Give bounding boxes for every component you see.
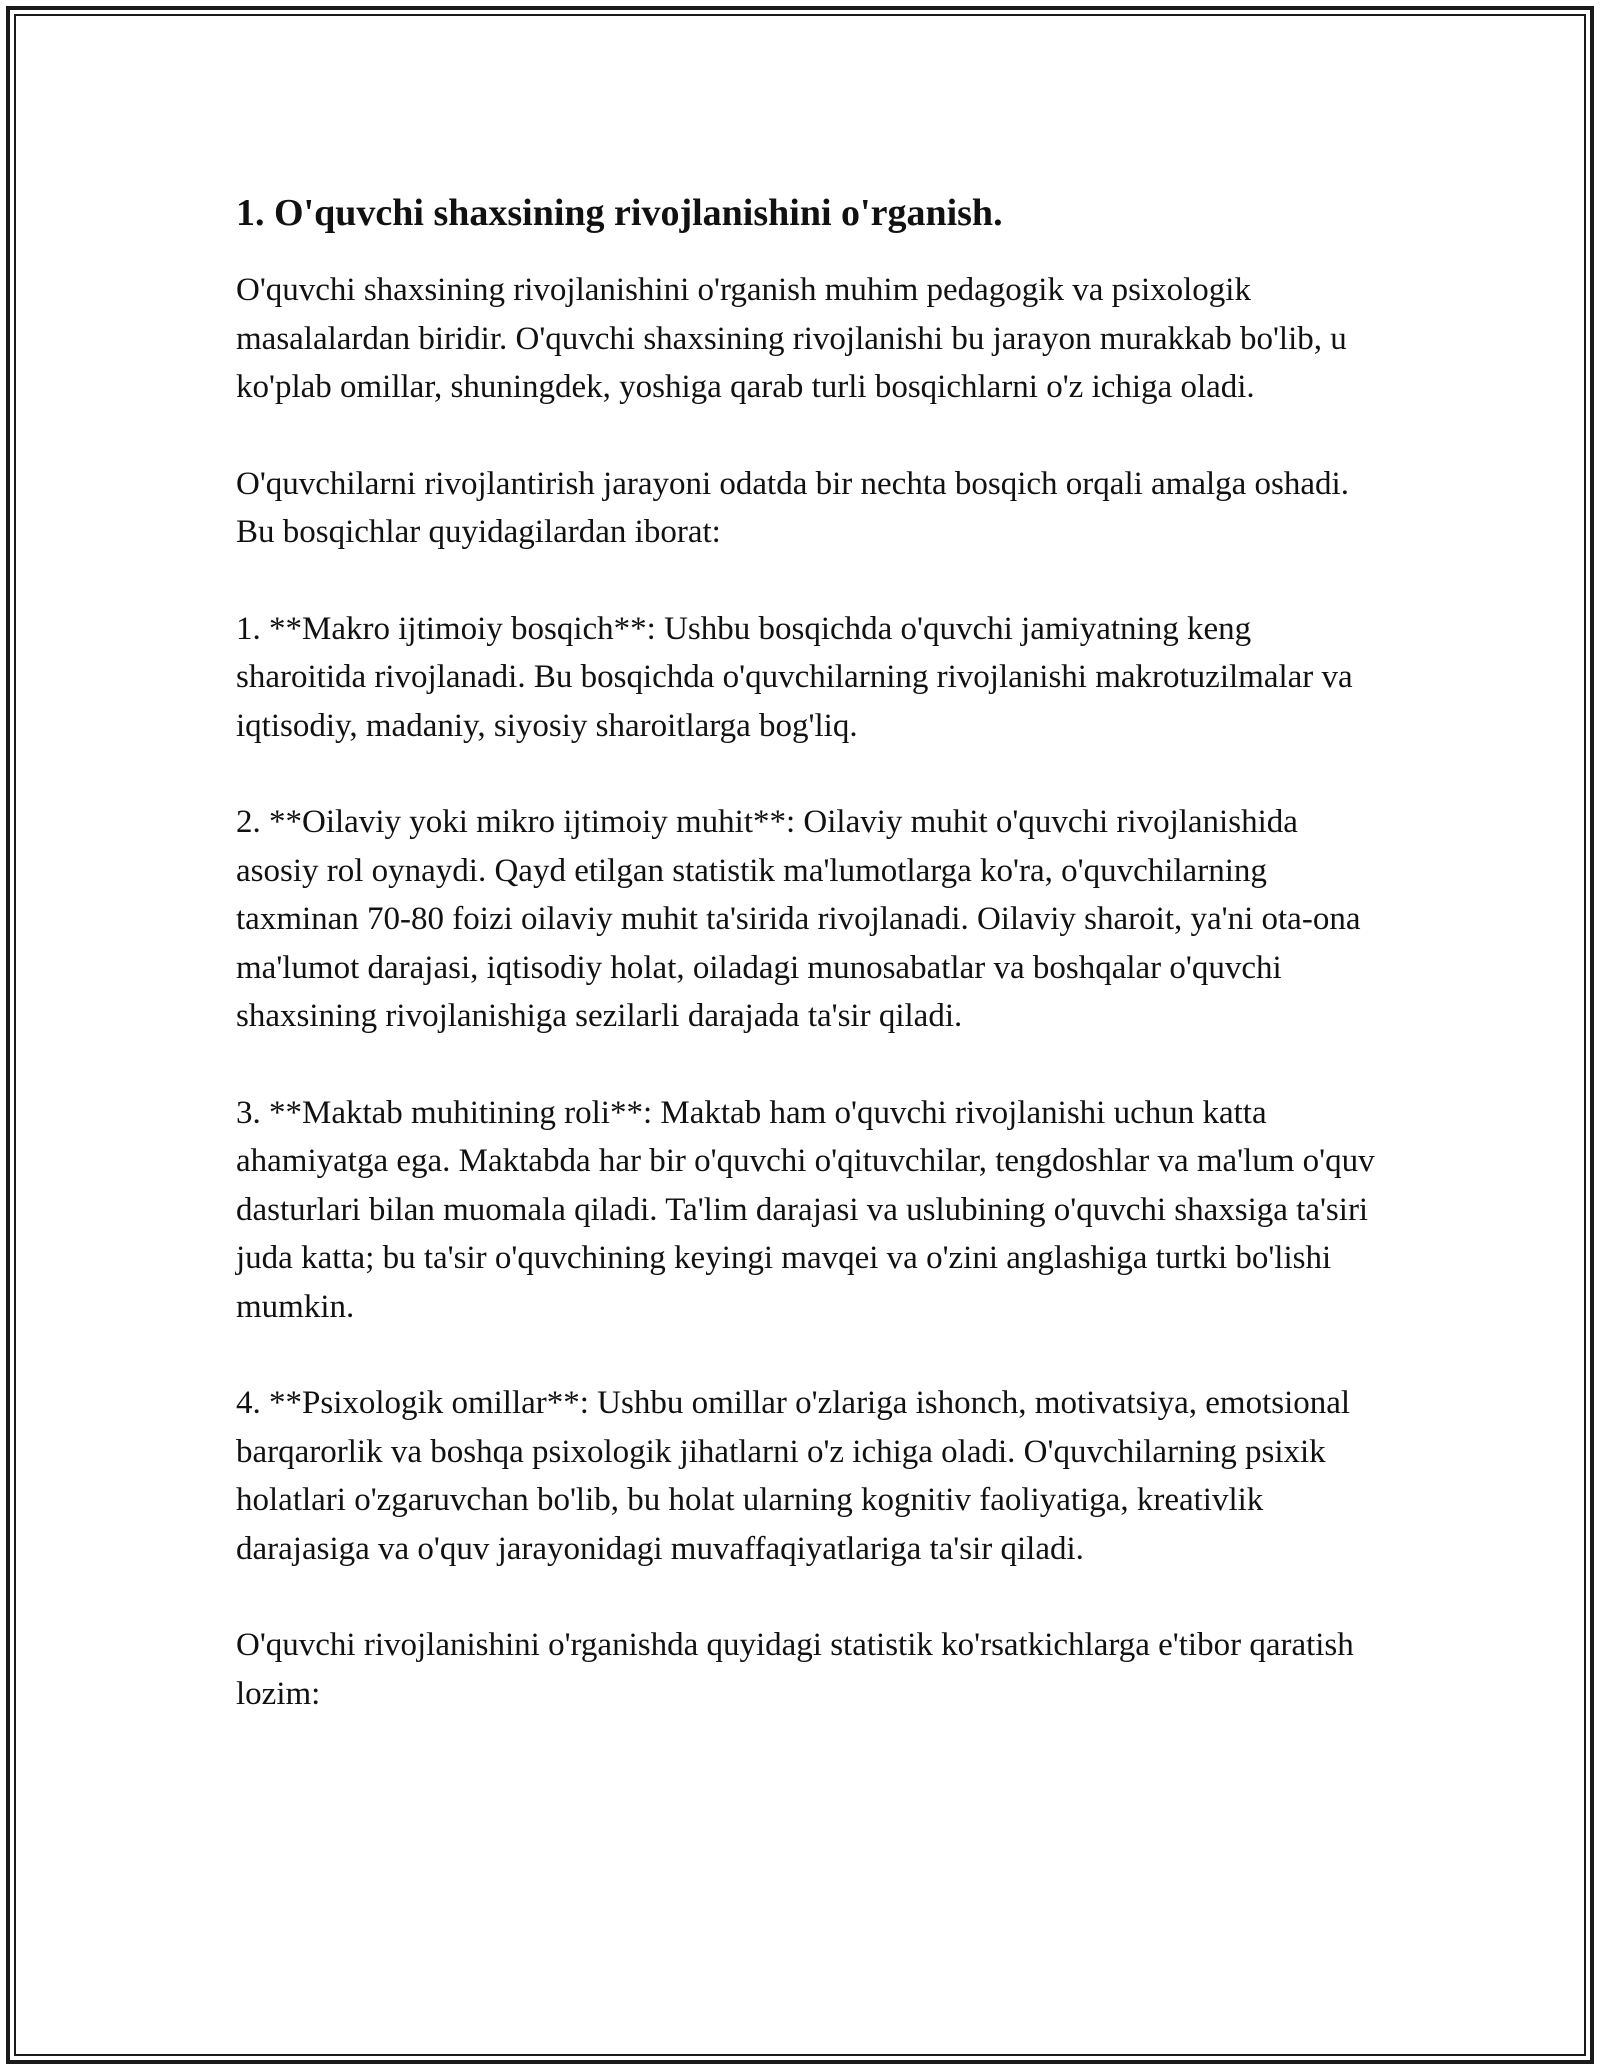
document-body: [236, 188, 1376, 1766]
stage-school-environment-paragraph: 3. **Maktab muhitining roli**: Maktab ham o'quvchi rivojlanishi uchun katta ahamiyatga ega. Maktabda har bir o'quvchi o'qituvchilar, tengdoshlar va ma'lum o'quv dasturlari bilan muomala qiladi. Ta'lim darajasi va uslubining o'quvchi shaxsiga ta'siri juda katta; bu ta'sir o'quvchining keyingi mavqei va o'zini anglashiga turtki bo'lishi mumkin.: [236, 1094, 1375, 1325]
stage-psychological-factors-paragraph: 4. **Psixologik omillar**: Ushbu omillar o'zlariga ishonch, motivatsiya, emotsional barqarorlik va boshqa psixologik jihatlarni o'z ichiga oladi. O'quvchilarning psixik holatlari o'zgaruvchan bo'lib, bu holat ularning kognitiv faoliyatiga, kreativlik darajasiga va o'quv jarayonidagi muvaffaqiyatlariga ta'sir qiladi.: [236, 1385, 1351, 1567]
stages-intro-paragraph: O'quvchilarni rivojlantirish jarayoni odatda bir nechta bosqich orqali amalga oshadi. Bu bosqichlar quyidagilardan iborat:: [236, 465, 1349, 550]
stage-macro-social-paragraph: 1. **Makro ijtimoiy bosqich**: Ushbu bosqichda o'quvchi jamiyatning keng sharoitida rivojlanadi. Bu bosqichda o'quvchilarning rivojlanishi makrotuzilmalar va iqtisodiy, madaniy, siyosiy sharoitlarga bog'liq.: [236, 610, 1353, 744]
section-heading: 1. O'quvchi shaxsining rivojlanishini o'rganish.: [236, 192, 1003, 234]
statistics-intro-paragraph: O'quvchi rivojlanishini o'rganishda quyidagi statistik ko'rsatkichlarga e'tibor qaratish lozim:: [236, 1627, 1354, 1712]
intro-paragraph: O'quvchi shaxsining rivojlanishini o'rganish muhim pedagogik va psixologik masalalardan biridir. O'quvchi shaxsining rivojlanishi bu jarayon murakkab bo'lib, u ko'plab omillar, shuningdek, yoshiga qarab turli bosqichlarni o'z ichiga oladi.: [236, 272, 1347, 405]
stage-family-environment-paragraph: 2. **Oilaviy yoki mikro ijtimoiy muhit**: Oilaviy muhit o'quvchi rivojlanishida asosiy rol oynaydi. Qayd etilgan statistik ma'lumotlarga ko'ra, o'quvchilarning taxminan 70-80 foizi oilaviy muhit ta'sirida rivojlanadi. Oilaviy sharoit, ya'ni ota-ona ma'lumot darajasi, iqtisodiy holat, oiladagi munosabatlar va boshqalar o'quvchi shaxsining rivojlanishiga sezilarli darajada ta'sir qiladi.: [236, 804, 1361, 1034]
